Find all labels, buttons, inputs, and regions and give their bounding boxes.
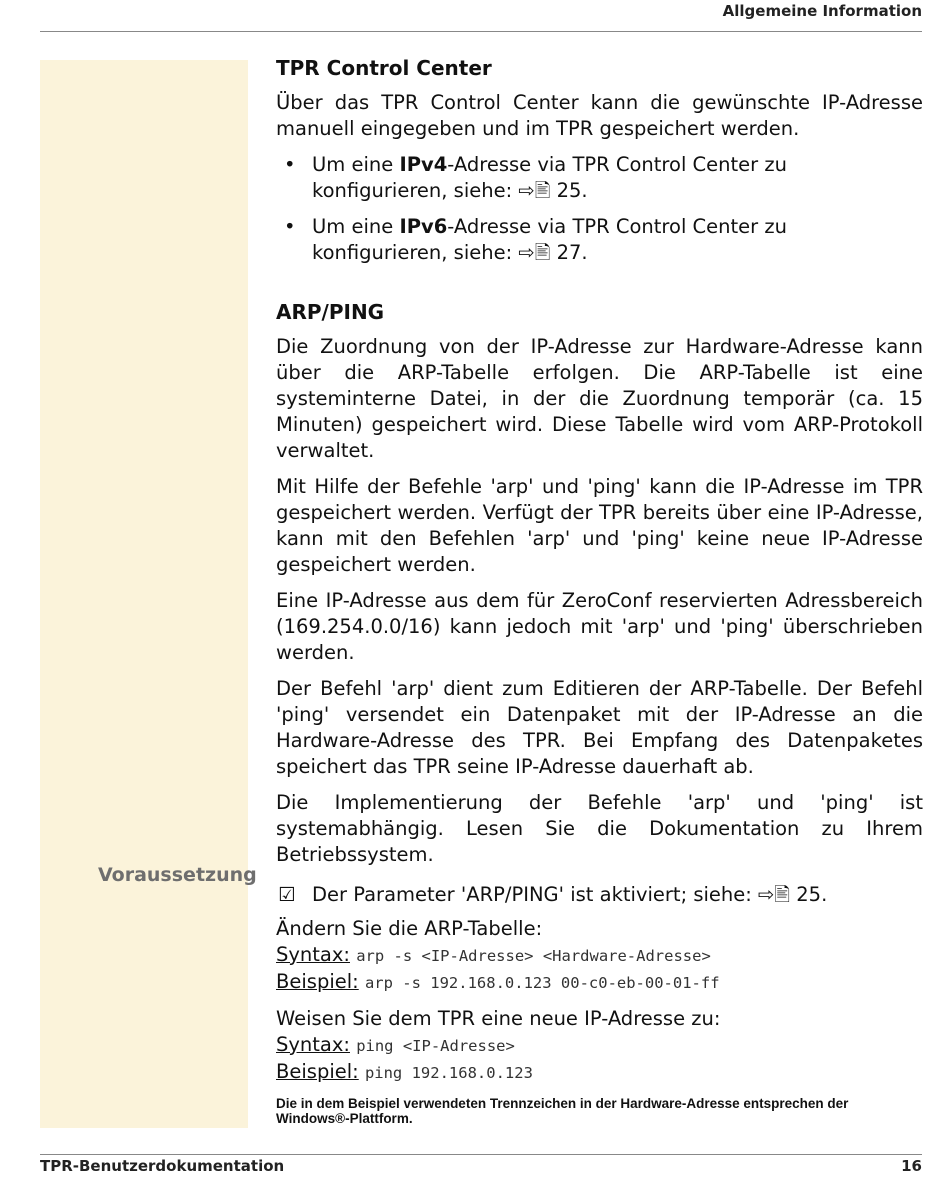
example-code: ping 192.168.0.123 bbox=[364, 1064, 533, 1082]
section-heading-control-center: TPR Control Center bbox=[276, 56, 492, 80]
list-item-text: -Adresse via TPR Control Center zu konfigurieren, siehe: bbox=[312, 215, 787, 264]
example-code: arp -s 192.168.0.123 00-c0-eb-00-01-ff bbox=[364, 974, 720, 992]
syntax-label: Syntax: bbox=[276, 943, 350, 966]
syntax-code: ping <IP-Adresse> bbox=[356, 1037, 515, 1055]
arp-paragraph: Mit Hilfe der Befehle 'arp' und 'ping' kann die IP-Adresse im TPR gespeichert werden. Verfügt der TPR bereits über eine IP-Adresse, kann mit den Befehlen 'arp' und 'ping' keine neue IP-Adresse gespeichert werden. bbox=[276, 475, 923, 576]
running-header: Allgemeine Information bbox=[722, 2, 922, 20]
list-item-text: Um eine bbox=[312, 215, 400, 238]
arp-paragraph: Der Befehl 'arp' dient zum Editieren der ARP-Tabelle. Der Befehl 'ping' versendet ein Datenpaket mit der IP-Adresse an die Hardware-Adresse des TPR. Bei Empfang des Datenpaketes speichert das TPR seine IP-Adresse dauerhaft ab. bbox=[276, 677, 923, 778]
arp-paragraph: Die Zuordnung von der IP-Adresse zur Hardware-Adresse kann über die ARP-Tabelle erfolgen. Die ARP-Tabelle ist eine systeminterne Datei, in der die Zuordnung temporär (ca. 15 Minuten) gespeichert wird. Diese Tabelle wird vom ARP-Protokoll verwaltet. bbox=[276, 335, 923, 462]
step-arp bbox=[276, 916, 923, 996]
control-center-intro: Über das TPR Control Center kann die gewünschte IP-Adresse manuell eingegeben und im TPR gespeichert werden. bbox=[276, 91, 923, 140]
step-ping bbox=[276, 1006, 923, 1086]
arp-paragraph: Eine IP-Adresse aus dem für ZeroConf reservierten Adressbereich (169.254.0.0/16) kann jedoch mit 'arp' und 'ping' überschrieben werden. bbox=[276, 589, 923, 664]
section-heading-arp-ping: ARP/PING bbox=[276, 300, 385, 324]
syntax-line bbox=[276, 1032, 923, 1059]
list-item-text: -Adresse via TPR Control Center zu konfigurieren, siehe: bbox=[312, 153, 787, 202]
prerequisite-label: Voraussetzung bbox=[98, 864, 257, 886]
checkbox-icon: ☑ bbox=[278, 883, 296, 906]
platform-note: Die in dem Beispiel verwendeten Trennzeichen in der Hardware-Adresse entsprechen der Windows®-Plattform. bbox=[276, 1096, 849, 1126]
list-item-text: Um eine bbox=[312, 153, 400, 176]
example-line bbox=[276, 969, 923, 996]
page-reference-link[interactable]: ⇨🖹 25. bbox=[758, 883, 828, 906]
example-label: Beispiel: bbox=[276, 1060, 359, 1083]
step-title: Ändern Sie die ARP-Tabelle: bbox=[276, 917, 543, 940]
syntax-line bbox=[276, 942, 923, 969]
page-reference-link[interactable]: ⇨🖹 27. bbox=[518, 241, 588, 264]
main-content bbox=[276, 54, 923, 1126]
syntax-label: Syntax: bbox=[276, 1033, 350, 1056]
prerequisite-item bbox=[276, 882, 923, 908]
control-center-list bbox=[276, 152, 923, 266]
prerequisite-text: Der Parameter 'ARP/PING' ist aktiviert; siehe: bbox=[312, 883, 759, 906]
example-label: Beispiel: bbox=[276, 970, 359, 993]
example-line bbox=[276, 1059, 923, 1086]
footer-rule bbox=[40, 1154, 922, 1155]
footer-doc-title: TPR-Benutzerdokumentation bbox=[40, 1157, 285, 1175]
step-title: Weisen Sie dem TPR eine neue IP-Adresse zu: bbox=[276, 1007, 721, 1030]
header-rule bbox=[40, 31, 922, 32]
list-item-bold: IPv4 bbox=[399, 153, 448, 176]
page-reference-link[interactable]: ⇨🖹 25. bbox=[518, 179, 588, 202]
bullet-icon: • bbox=[284, 215, 296, 238]
page-number: 16 bbox=[901, 1157, 922, 1175]
list-item-ipv6 bbox=[276, 214, 923, 266]
list-item-bold: IPv6 bbox=[399, 215, 448, 238]
margin-sidebar bbox=[40, 60, 248, 1128]
syntax-code: arp -s <IP-Adresse> <Hardware-Adresse> bbox=[356, 947, 711, 965]
arp-paragraph: Die Implementierung der Befehle 'arp' und 'ping' ist systemabhängig. Lesen Sie die Dokumentation zu Ihrem Betriebssystem. bbox=[276, 791, 923, 866]
bullet-icon: • bbox=[284, 153, 296, 176]
list-item-ipv4 bbox=[276, 152, 923, 204]
